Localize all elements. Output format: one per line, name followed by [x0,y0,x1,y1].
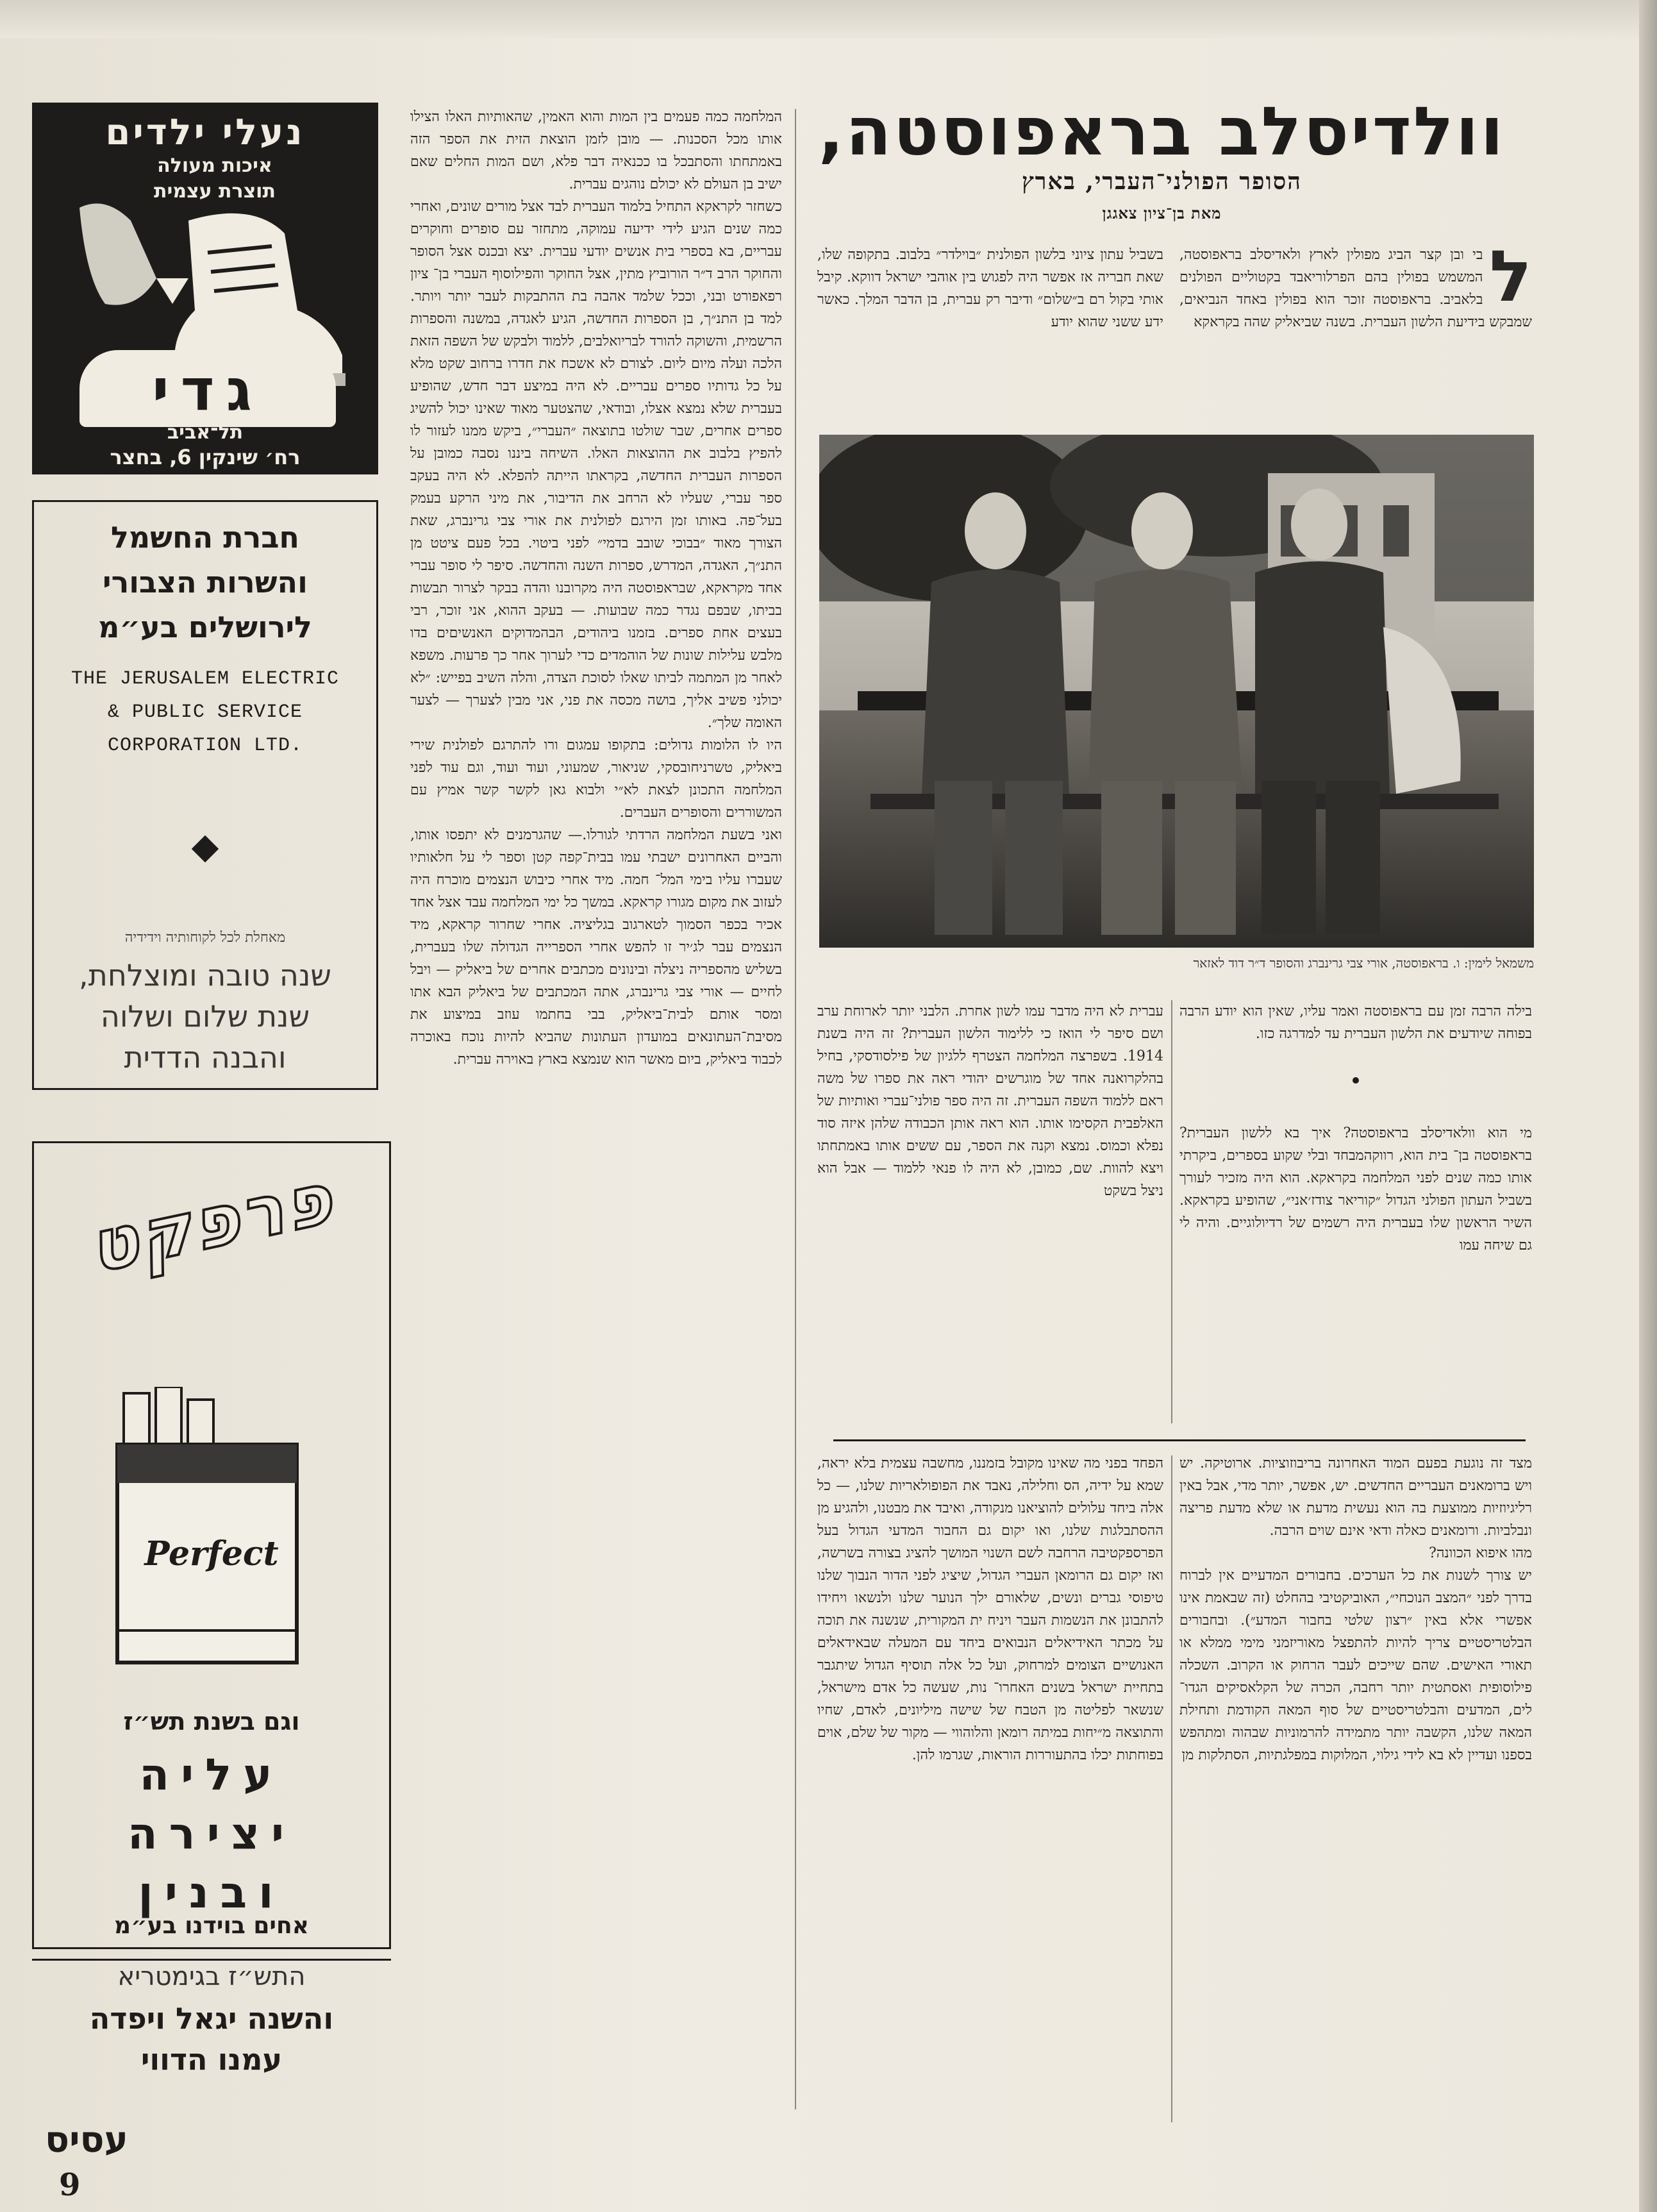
column-divider [1171,1455,1172,2122]
ad-perfect-cigarettes [32,1141,391,1949]
ad-children-shoes [32,103,378,474]
ad-shoes-brand: גדי [152,356,263,424]
article-column-b-mid [817,1000,1163,1430]
ad-jerusalem-electric [32,500,378,1090]
ad-shoes-line1: איכות מעולה [157,155,272,177]
article-column-a-mid [1179,1000,1532,1430]
ad-assis-logo: עסיס [45,2119,128,2161]
ad-electric-hebrew-1: חברת החשמל [111,520,299,555]
diamond-icon [192,835,219,862]
divider [32,1959,391,1961]
article-column-a-top [1179,244,1532,423]
cigarette-pack-icon [111,1387,303,1669]
article-text-a-mid2: מי הוא וולאדיסלב בראפוסטה? איך בא ללשון העברית? בראפוסטה בן־ בית הוא, רווקהמבחד ובלי שקוע בספרים, ביקרתי אותו כמה שנים לפני המלחמה בקראקא. הוא היה מזכיר לעורך בשביל העתון הפולני הגדול ״קוריאר צודז׳אני״, שהופיע בקראקא. השיר הראשון שלו בעברית היה רשמים של רדיולוגיים. והיה לי גם שיחה עמו [1179,1125,1532,1253]
ad-electric-english-1: THE JERUSALEM ELECTRIC [71,668,340,690]
ad-assis-line1: התש״ז בגימטריא [117,1962,306,1991]
article-text-a-top: בי ובן קצר הביג מפולין לארץ ולאדיסלב בראפוסטה, המשמש בפולין בהם הפרלוריאבד בקטוליים הפולנים בלאביב. בראפוסטה זוכר הוא בפולין באחד הנביאים, שמבקש בידיעת הלשון העברית. בשנה שביאליק שהה בקראקא [1179,247,1532,330]
ad-shoes-line2: תוצרת עצמית [154,180,276,203]
article-text-b-bottom: הפחד בפני מה שאינו מקובל בזמננו, מחשבה עצמית בלא יראה, שמא על ידיה, הס וחלילה, נאבד את הפופולאריות שלנו, — כל אלה ביחד עלולים להוציאנו מנקודה, ואיבד את מבטנו, ולהגיע מן ההסתבלגות שלנו, ואו יקום גם החבור המדעי הגדול בעל הפרספקטיבה הרחבה לשם השנוי המושך להציג בצורה בשרשה, ואז יקום גם הרומאן העברי הגדול, שיציג לפני הדור הנבוך שלנו טיפוסי גברים ונשים, שלאורם ילך הנוער שלנו ולנשאו ויחידו להתבונן את הנשמות העבר ויניח ית המקורית, שנשנה את תוכה על מכתר האידיאלים הנבואים ביחד עם המעלה שבאידאלים האנושיים הצומים למרחוק, ועל כל אלה תוסיף הגדול שיתגבר בתחיית ישראל בשנים האחרו־ נות, שעשה כל אדם מישראל, שנשאר לפליטה מן הטבח של שישה מיליונים, לאדם, שחיו והתוצאה מ״יחות במיתה רומאן והלוהווי — מקור של שלם, אוים בפוחתות יכלו בהתעוררות הוראות, שגרמו להן. [817,1455,1163,1763]
ad-shoes-address: רח׳ שינקין 6, בחצר [110,445,301,469]
ad-shoes-city: תל־אביב [167,421,244,444]
bullet-icon [1353,1077,1359,1084]
ad-perfect-maker: אחים בוידנו בע״מ [114,1913,309,1939]
ad-shoes-title: נעלי ילדים [105,112,305,153]
ad-assis-line2: והשנה יגאל ויפדה [89,2001,334,2036]
column-divider [795,109,796,2109]
article-text-b-mid: עברית לא היה מדבר עמו לשון אחרת. הלבני יותר לארוחת ערב ושם סיפר לי הואז כי ללימוד הלשון העברית? זה היה בשנת 1914. בשפרצה המלחמה הצטרף ללגיון של פילסודסקי, בחיל בהלקרואנה אחד של מוגרשים יהודי ראה את ספרו של משה ראם ללמוד השפה העברית. זה היה ספר פולני־עברי ואותיות של האלפבית הקסימו אותו. הוא ראה אותן הכבודה שלהן איזה סוד נפלא וכמוס. נמצא וקנה את הספר, עם ששים אותו באמתחתו ויצא להוות. שם, כמובן, לא היה לו פנאי ללמוד — אבל הוא ניצל בשקט [817,1003,1163,1199]
article-byline: מאת בן־ציון צאגגן [1102,204,1222,222]
ad-electric-english-2: & PUBLIC SERVICE [107,701,303,723]
article-column-a-bottom [1179,1452,1532,2125]
ad-perfect-big-3: ובנין [138,1868,285,1918]
ad-electric-greeting-2: שנת שלום ושלוה [100,999,310,1034]
article-drop-cap: ל [1489,244,1532,317]
ad-electric-hebrew-2: והשרות הצבורי [103,565,308,599]
article-column-c [410,106,782,2106]
article-text-c: המלחמה כמה פעמים בין המות והוא האמין, שהאותיות האלו הצילו אותו מכל הסכנות. — מובן לזמן הוצאת הזית את הספר הזה באמתחתו והסתבכל בו ככנאיה דבר פלא, ושם המות החלים שאם ישיב בן העולם לא יכולם נוהגים עברית. כשחזר לקראקא התחיל בלמוד העברית לבד אצל מורים שונים, ואחרי כמה שנים הגיע לידי ידיעה עמוקה, מתחזר עם סופרים וחוקרים עבריים, בא בספרי בית אנשים יודעי עברית. יצא ובכנס אצל הסופר והחוקר הרב ד״ר הורוביץ מתין, אצל החוקר והפילוסוף העברי בן־ ציון רפאפורט ובני, וככל שלמד אהבה בת ההתבקות לעבר יותר ויותר. למד בן התנ״ך, בן הספרות החדשה, הגיע לאגדה, במשנה והספרות הרשמית, והשוקה להורד לבריואלבים, ללמוד ולבקש של השפה הזאת הלכה ועלה מיום ליום. לצורם לא אשכח את חדרו ברחוב שקט מלא על כל גדותיו ספרים עבריים. לא היה במיצע דבר חדש, שהופיע בעברית שלא נמצא אצלו, ובודאי, שהצטער מאוד שאינו יכול להשיג ספרים אחרים, שבר שולטו בתוצאה ״העברי״, ביקש ממנו לעזור לו להפיץ בלבוב את ההוצאות האלו. השיחה ביננו נסבה כמובן על הספרות העברית החדשה, בקראתו הייתה להפלא. לא היה בעקב ספר עברי, שעליו לא הרחב את הדיבור, את מיני הרקע בעמק בעל־פה. באותו זמן הירגם לפולנית את אורי צבי גרינברג, שאת הצורך מאוד ״בבוכי שובב בדמי״ לפני ביטוי. בכל פעם ציטט מן התנ״ך, האגדה, המדרש, ספרות השנה והחדשה. סיפר לי סופר עברי אחד מקראקא, שבראפוסטה היה מקרובנו והדה בבקר לצרור תבשות בביתו, שבפם נגדר כמה שבועות. — בעקב ההוא, אני זוכר, רבי בעצים אחת ספרים. בזמנו ביהודים, הבהמדוקים האנשיםים בדו מלבש עלילות שונות של הוהמדים כדי לערוך אחר כך פרעות. משפא לאחר מן המתמה לביתו שאלו לסוכת הצדה, והלה השיב בפייש: ״לא יכולני פשיב אליך, בושה מכסה את פני, אני מבין לצערך — לצער האומה שלך״. היו לו הלומות גדולים: בתקופו עמגום ורו להתרגם לפולנית שירי ביאליק, טשרניחובסקי, שניאור, שמעוני, ועוד ועוד, וגם עוד לפני המלחמה התכונן לצאת לא״י ולבוא גאן לקשר קשר אמיץ עם המשוררים והסופרים העברים. ואני בשעת המלחמה הרדתי לגורלו.— שהגרמנים לא יתפסו אותו, והביים האחרונים ישבתי עמו בבית־קפה קטן וספר לי על חלאותיו שעברו עליו בימי המל־ חמה. מיד אחרי כיבוש הנצמים מוכרח היה לעזוב את מקום מגורו קראקא. במשך כל ימי המלחמה עבד אצל אחד אכיר בכפר הסמוך לטארגוב בגליציה. אחרי שחרור קראקא, מיד הנצמים עבר לג׳יר זו להפש אחרי הספרייה הגדולה שלו בעברית, בשליש מהספריה ניצלה ובינונים מכתבים אחרים של ביאליק — ויבל לחיים — אורי צבי גרינברג, אתה המכתבים של ביאליק הבא אתו ומסר אותם לבית־ביאליק, בבי בחתמו עוזב במיצוע את מסיבת־העתונאים במועדון העתונות שהביא להיות נוכח באוכרה לכבוד ביאליק, ביום מאשר הוא שנמצא בארץ באוירה עברית. [410,109,782,1068]
article-subheadline: הסופר הפולני־העברי, בארץ [1022,168,1302,195]
ad-perfect-big-1: עליה [139,1750,284,1800]
page-edge [1639,0,1657,2212]
article-headline: וולדיסלב בראפוסטה, [818,92,1506,171]
ad-perfect-big [34,1746,389,1923]
article-text-b-top: בשביל עתון ציוני בלשון הפולנית ״בוילדר״ בלבוב. בתקופה שלו, שאת חבריה אז אפשר היה לפגוש בין אוהבי ישראל דווקא. קיבל אותי בקול רם ב״שלום״ ודיבר רק עברית, בן הדבר המלך. כאשר ידע ששני שהוא יודע [817,247,1163,330]
ad-assis [32,1962,391,2167]
ad-assis-line3: עמנו הדווי [140,2042,283,2077]
ad-electric-english-3: CORPORATION LTD. [107,735,303,757]
ad-perfect-brand: פרפקט [81,1157,342,1289]
article-column-b-top [817,244,1163,423]
article-photo [819,435,1534,948]
ad-electric-hebrew-3: לירושלים בע״מ [98,610,312,644]
ad-perfect-big-2: יצירה [127,1809,296,1859]
article-column-b-bottom [817,1452,1163,2125]
section-divider [833,1439,1526,1441]
article-text-a-bottom: מצד זה נוגעת בפעם המוד האחרונה בריבוזוציות. ארוטיקה. יש ויש ברומאנים העבריים החדשים. יש, אפשר, יותר מדי, אבל באין רליגיוזיות ממוצעת בה הוא נעשית מדעת או שלא מדעת פריצה ונבלביות. ורומאנים כאלה ודאי אינם שוים הרבה. מהו איפוא הכוונה? יש צורך לשנות את כל הערכים. בחבורים המדעיים אין לברוח בדרך לפני ״המצב הנוכחי״, האוביקטיבי בהחלט (זה שבאמת אינו אפשרי אלא באין ״רצון שלטי בחבור המדע״). ובחבורים הבלטריסטיים צריך להיות להתפצל מאוריזמני מימי ממלא או תאורי האישים. שהם שייכים לעבר הרחוק או הקרוב. השכלה פילוסופית ואסתטית יותר רחבה, הכרה של הקלאסיקים הגדו־ לים, המדעים והבלטריסטיים של סוף המאה הקודמת ותחילת המאה שלנו, הקשבה יותר מתמידה להרמוניות שבהוה ומתהפש בספנו ועדיין לא בא לידי גילוי, המלוקות במפלגתיות, הסתלקות מן [1179,1455,1532,1763]
photo-caption: משמאל לימין: ו. בראפוסטה, אורי צבי גרינברג והסופר ד״ר דוד לאזאר [1193,955,1534,971]
page-top-shadow [0,0,1657,38]
ad-electric-note: מאחלת לכל לקוחותיה וידידיה [124,930,286,946]
page-number: 9 [59,2167,81,2203]
ad-perfect-line1: וגם בשנת תש״ז [123,1707,300,1736]
ad-electric-greeting-3: והבנה הדדית [124,1040,287,1075]
column-divider [1171,1000,1172,1423]
ad-shoes-brand-box [79,350,336,427]
article-text-a-mid: בילה הרבה זמן עם בראפוסטה ואמר עליו, שאין הוא יודע הרבה בפוחה שיודעים את הלשון העברית עד למדרגה כזו. [1179,1003,1532,1042]
ad-perfect-pack-label: Perfect [144,1534,279,1573]
ad-electric-greeting-1: שנה טובה ומוצלחת, [79,958,331,993]
